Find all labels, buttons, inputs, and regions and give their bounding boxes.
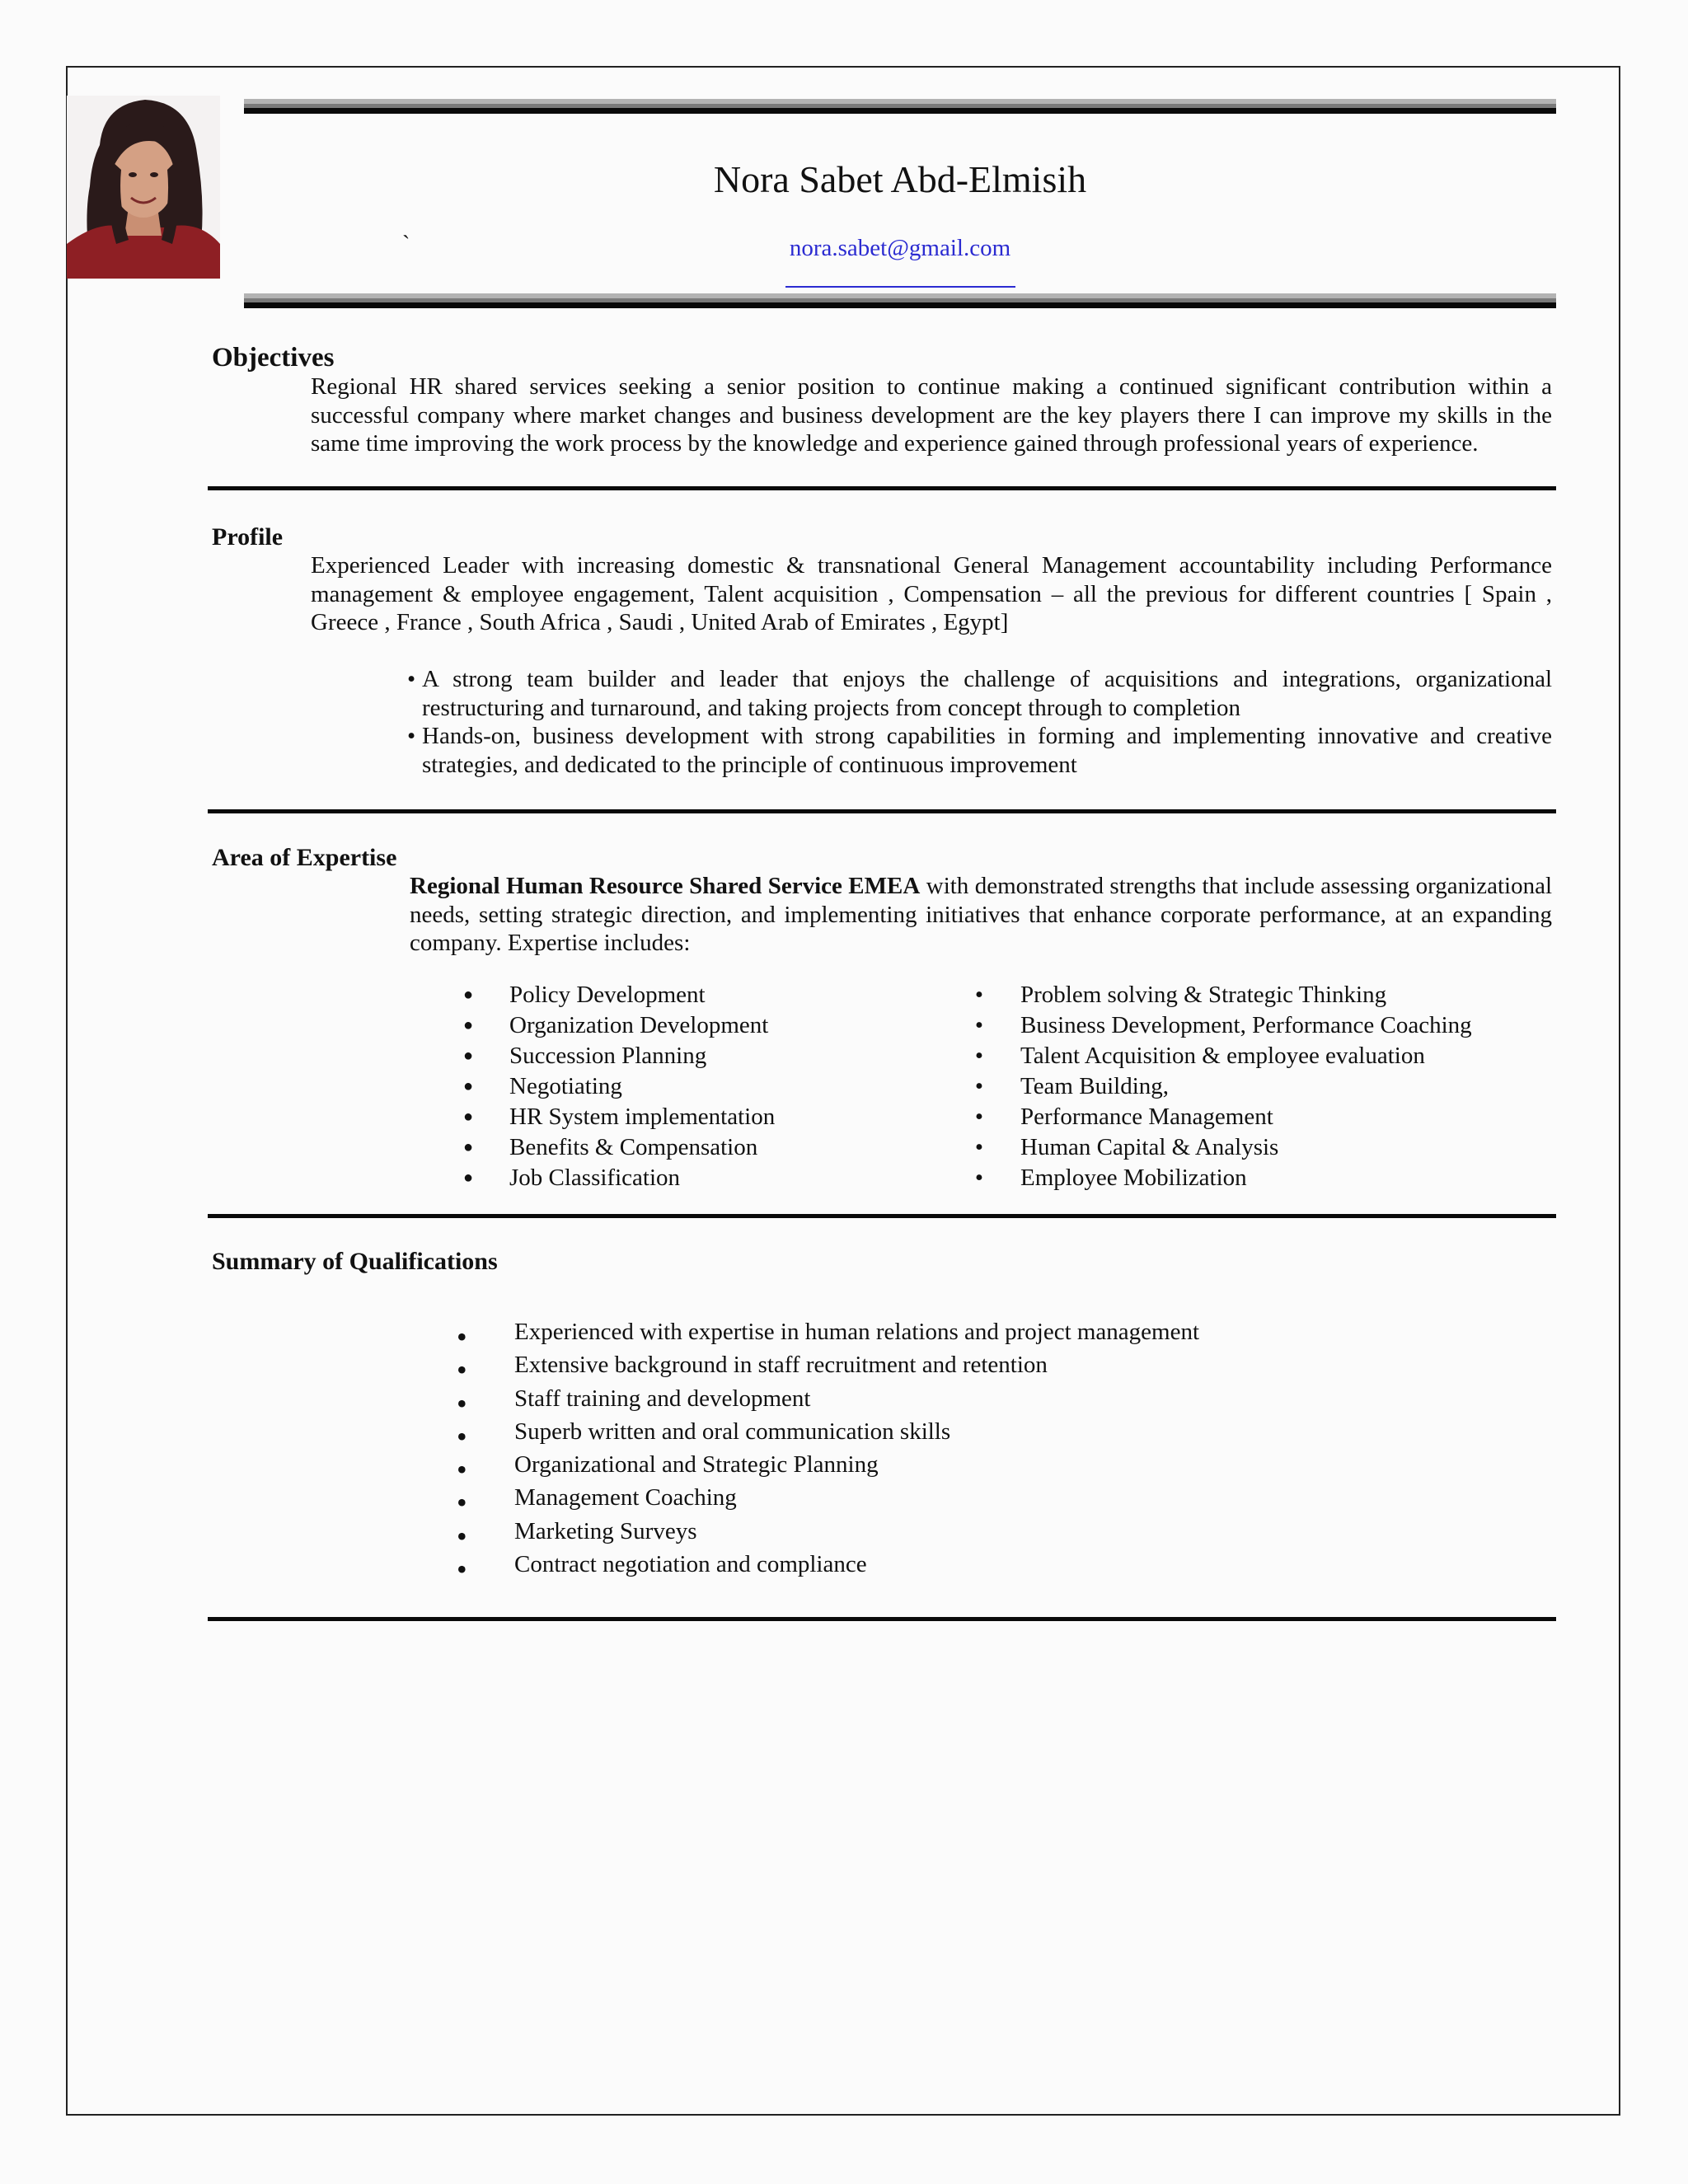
section-divider [208, 486, 1556, 490]
bullet-icon: • [974, 982, 984, 1008]
profile-bullets [407, 665, 1552, 779]
list-item: ● Benefits & Compensation [509, 1132, 775, 1163]
bullet-icon: • [974, 1043, 984, 1069]
expertise-left-list [462, 980, 776, 1193]
expertise-heading: Area of Expertise [212, 844, 397, 871]
bullet-icon: ● [462, 1108, 474, 1126]
bullet-icon: ● [462, 1016, 474, 1034]
bullet-icon: ● [462, 1047, 474, 1065]
bullet-icon: • [457, 1553, 467, 1586]
list-item: • Extensive background in staff recruitment and retention [457, 1352, 1048, 1387]
list-item: ● Organization Development [509, 1010, 775, 1041]
expertise-right-list [974, 980, 1472, 1193]
profile-heading: Profile [212, 523, 284, 551]
section-divider [208, 1617, 1556, 1621]
bullet-icon: ● [462, 986, 474, 1004]
profile-text: Experienced Leader with increasing domestic & transnational General Management accountability including Performance management & employee engagement, Talent acquisition , Compensation – all the previous for different countries [ Spain , Greece , France , South Africa , Saudi , United Arab of Emirates , Egypt] [311, 552, 1552, 635]
list-item: ● HR System implementation [509, 1102, 775, 1132]
list-item: • Performance Management [1020, 1102, 1472, 1132]
list-item: • Employee Mobilization [1020, 1163, 1472, 1193]
list-item: ● Negotiating [509, 1071, 775, 1102]
stray-mark: ` [402, 232, 410, 257]
list-item: • Team Building, [1020, 1071, 1472, 1102]
qualifications-list [457, 1315, 1200, 1586]
bullet-icon: • [457, 1486, 467, 1520]
header-bottom-bar [244, 293, 1556, 308]
objectives-heading: Objectives [212, 343, 335, 373]
header-top-bar [244, 99, 1556, 114]
bullet-icon: • [457, 1353, 467, 1387]
bullet-icon: • [974, 1165, 984, 1191]
list-item: • Contract negotiation and compliance [457, 1551, 867, 1586]
list-item: • Hands-on, business development with strong capabilities in forming and implementing innovative and creative strategies, and dedicated to the principle of continuous improvement [407, 723, 1552, 778]
bullet-icon: • [457, 1519, 467, 1553]
bullet-icon: • [407, 666, 416, 692]
bullet-icon: • [457, 1419, 467, 1453]
bullet-icon: • [457, 1386, 467, 1420]
list-item: ● Job Classification [509, 1163, 775, 1193]
bullet-icon: • [974, 1012, 984, 1038]
list-item: • Talent Acquisition & employee evaluation [1020, 1041, 1472, 1071]
expertise-intro [410, 872, 1552, 958]
list-item: • Management Coaching [457, 1484, 737, 1520]
candidate-name: Nora Sabet Abd-Elmisih [713, 158, 1087, 200]
list-item: • Human Capital & Analysis [1020, 1132, 1472, 1163]
expertise-intro-text: with demonstrated strengths that include assessing organizational needs, setting strategic direction, and implementing initiatives that enhance corporate performance, at an expanding company. Expertise includes: [410, 873, 1553, 956]
list-item: ● Policy Development [509, 980, 775, 1010]
bullet-icon: • [457, 1453, 467, 1487]
list-item: • Marketing Surveys [457, 1517, 697, 1553]
bullet-icon: • [974, 1073, 984, 1099]
bullet-icon: ● [462, 1138, 474, 1156]
objectives-text: Regional HR shared services seeking a senior position to continue making a continued significant contribution within a successful company where market changes and business development are the key players there I can improve my skills in the same time improving the work process by the knowledge and experience gained through professional years of experience. [311, 373, 1552, 457]
qualifications-heading: Summary of Qualifications [212, 1248, 498, 1275]
list-item: ● Succession Planning [509, 1041, 775, 1071]
email-link[interactable]: nora.sabet@gmail.com [789, 235, 1011, 261]
bullet-icon: • [407, 723, 416, 749]
expertise-intro-bold: Regional Human Resource Shared Service EMEA [410, 873, 921, 899]
bullet-icon: • [457, 1320, 467, 1353]
list-item: • Staff training and development [457, 1385, 811, 1420]
list-item: • Problem solving & Strategic Thinking [1020, 980, 1472, 1010]
bullet-icon: • [974, 1134, 984, 1160]
bullet-icon: ● [462, 1169, 474, 1187]
bullet-icon: • [974, 1104, 984, 1130]
section-divider [208, 1214, 1556, 1218]
list-item: • Business Development, Performance Coaching [1020, 1010, 1472, 1041]
list-item: • A strong team builder and leader that enjoys the challenge of acquisitions and integrations, organizational restructuring and turnaround, and taking projects from concept through to completion [407, 666, 1552, 721]
section-divider [208, 809, 1556, 813]
list-item: • Superb written and oral communication skills [457, 1418, 951, 1453]
email-underline [785, 286, 1015, 288]
profile-photo [67, 96, 220, 279]
list-item: • Organizational and Strategic Planning [457, 1451, 879, 1487]
list-item: • Experienced with expertise in human relations and project management [457, 1319, 1200, 1353]
bullet-icon: ● [462, 1077, 474, 1095]
